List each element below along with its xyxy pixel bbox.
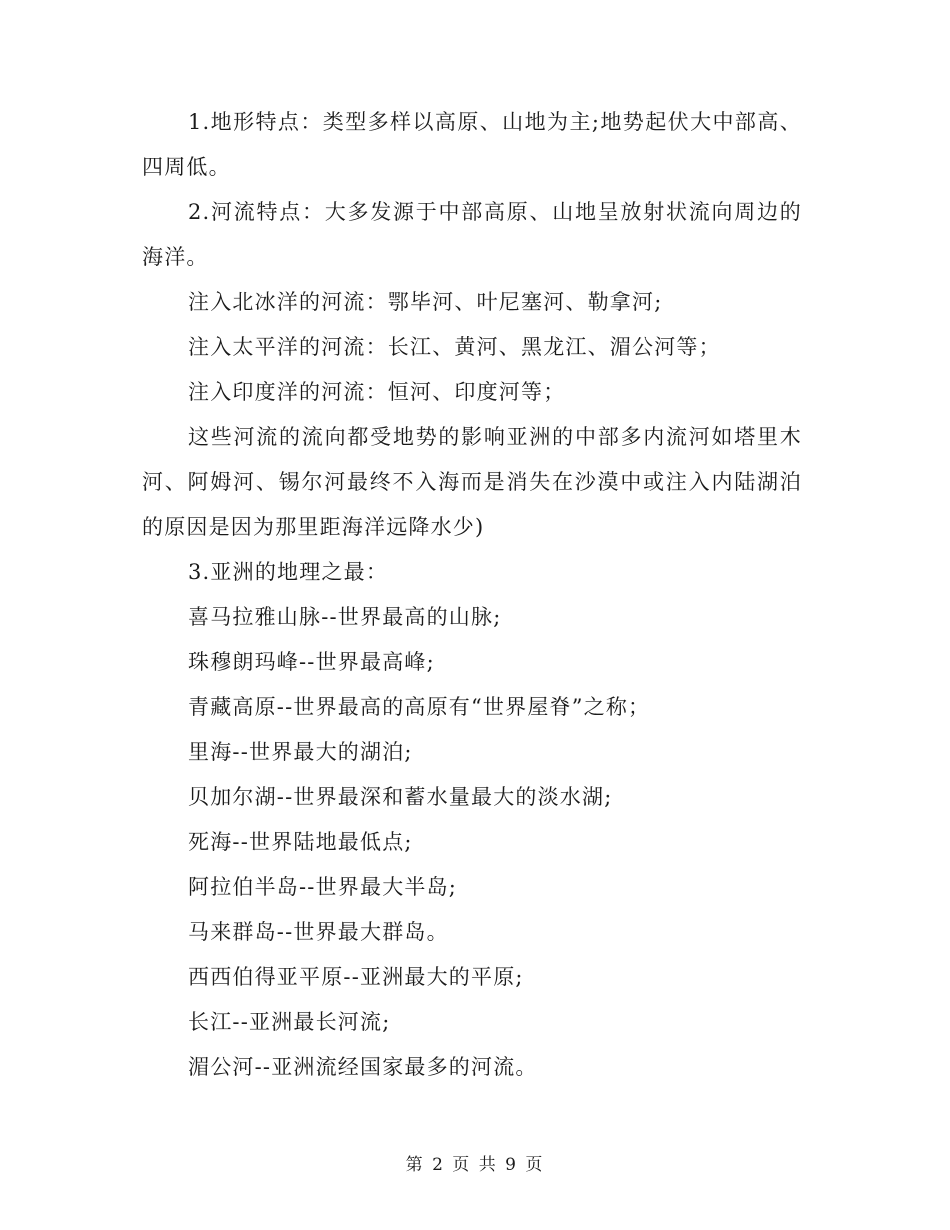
- paragraph-inland-rivers: 这些河流的流向都受地势的影响亚洲的中部多内流河如塔里木河、阿姆河、锡尔河最终不入海而是消失在沙漠中或注入内陆湖泊的原因是因为那里距海洋远降水少): [142, 425, 802, 539]
- list-item: 喜马拉雅山脉--世界最高的山脉;: [188, 605, 502, 629]
- list-item: 长江--亚洲最长河流;: [188, 1010, 391, 1034]
- list-item: 马来群岛--世界最大群岛。: [188, 920, 449, 944]
- page-number-footer: 第 2 页 共 9 页: [405, 1155, 545, 1175]
- paragraph-superlatives-heading: 3.亚洲的地理之最：: [188, 560, 389, 584]
- list-item: 西西伯得亚平原--亚洲最大的平原;: [188, 965, 524, 989]
- paragraph-indian-rivers: 注入印度洋的河流：恒河、印度河等；: [188, 380, 566, 404]
- list-item: 青藏高原--世界最高的高原有“世界屋脊”之称；: [188, 695, 651, 719]
- list-item: 里海--世界最大的湖泊;: [188, 740, 413, 764]
- list-item: 死海--世界陆地最低点;: [188, 830, 413, 854]
- list-item: 阿拉伯半岛--世界最大半岛;: [188, 875, 458, 899]
- list-item: 贝加尔湖--世界最深和蓄水量最大的淡水湖;: [188, 785, 613, 809]
- list-item: 珠穆朗玛峰--世界最高峰;: [188, 650, 435, 674]
- paragraph-terrain: 1.地形特点：类型多样以高原、山地为主;地势起伏大中部高、四周低。: [142, 110, 802, 179]
- paragraph-arctic-rivers: 注入北冰洋的河流：鄂毕河、叶尼塞河、勒拿河;: [188, 290, 663, 314]
- list-item: 湄公河--亚洲流经国家最多的河流。: [188, 1055, 538, 1079]
- paragraph-rivers: 2.河流特点：大多发源于中部高原、山地呈放射状流向周边的海洋。: [142, 200, 802, 269]
- document-body: [142, 100, 802, 1090]
- paragraph-pacific-rivers: 注入太平洋的河流：长江、黄河、黑龙江、湄公河等；: [188, 335, 721, 359]
